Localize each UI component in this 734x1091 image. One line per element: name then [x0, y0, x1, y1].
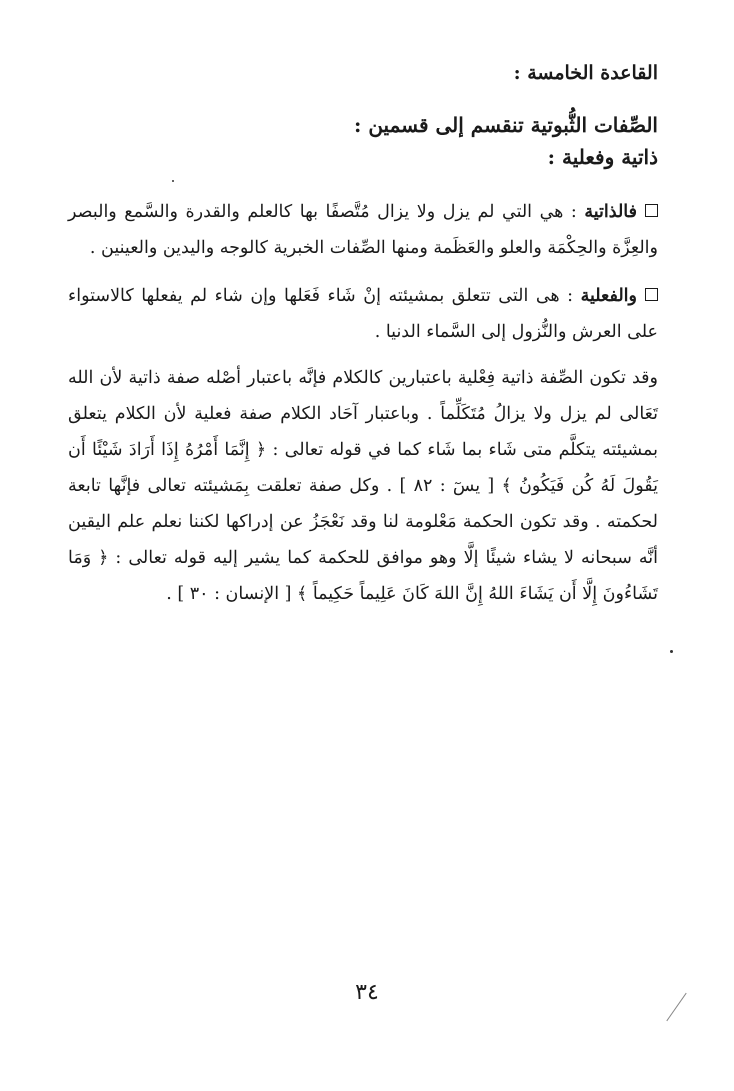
dhatiya-text: : هي التي لم يزل ولا يزال مُتَّصفًا بها كالعلم والقدرة والسَّمع والبصر والعِزَّة والحِكْمَة والعلو والعَظَمة ومنها الصِّفات الخبرية كالوجه واليدين والعينين .	[68, 202, 658, 258]
checkbox-square-icon	[645, 288, 658, 301]
section-heading: الصِّفات الثُّبوتية تنقسم إلى قسمين :	[353, 113, 658, 137]
checkbox-square-icon	[645, 204, 658, 217]
rule-heading: القاعدة الخامسة :	[513, 62, 658, 84]
dhatiya-term: فالذاتية	[584, 202, 637, 222]
page-number: ٣٤	[355, 980, 379, 1005]
section-subheading: ذاتية وفعلية :	[547, 145, 658, 169]
filiya-text: : هى التى تتعلق بمشيئته إنْ شَاء فَعَلها وإن شاء لم يفعلها كالاستواء على العرش والنُّزول إلى السَّماء الدنيا .	[68, 286, 658, 342]
dhatiya-definition	[68, 194, 658, 266]
filiya-definition	[68, 278, 658, 350]
scan-speck	[172, 180, 174, 182]
scan-speck	[670, 650, 673, 653]
main-paragraph: وقد تكون الصِّفة ذاتية فِعْلية باعتبارين كالكلام فإنَّه باعتبار أصْله صفة ذاتية لأن الله تَعَالى لم يزل ولا يزالُ مُتَكَلِّماً . وباعتبار آحَاد الكلام صفة فعلية لأن الكلام يتعلق بمشيئته يتكلَّم متى شَاء بما شَاء كما في قوله تعالى : ﴿ إِنَّمَا أَمْرُهُ إِذَا أَرَادَ شَيْئًا أَن يَقُولَ لَهُ كُن فَيَكُونُ ﴾ [ يسٓ : ٨٢ ] . وكل صفة تعلقت بِمَشيئته تعالى فإنَّها تابعة لحكمته . وقد تكون الحكمة مَعْلومة لنا وقد نَعْجَزُ عن إدراكها لكننا نعلم علم اليقين أنَّه سبحانه لا يشاء شيئًا إلَّا وهو موافق للحكمة كما يشير إليه قوله تعالى : ﴿ وَمَا تَشَاءُونَ إِلَّا أَن يَشَاءَ اللهُ إِنَّ اللهَ كَانَ عَلِيماً حَكِيماً ﴾ [ الإنسان : ٣٠ ] .	[68, 368, 658, 604]
filiya-term: والفعلية	[580, 286, 637, 306]
